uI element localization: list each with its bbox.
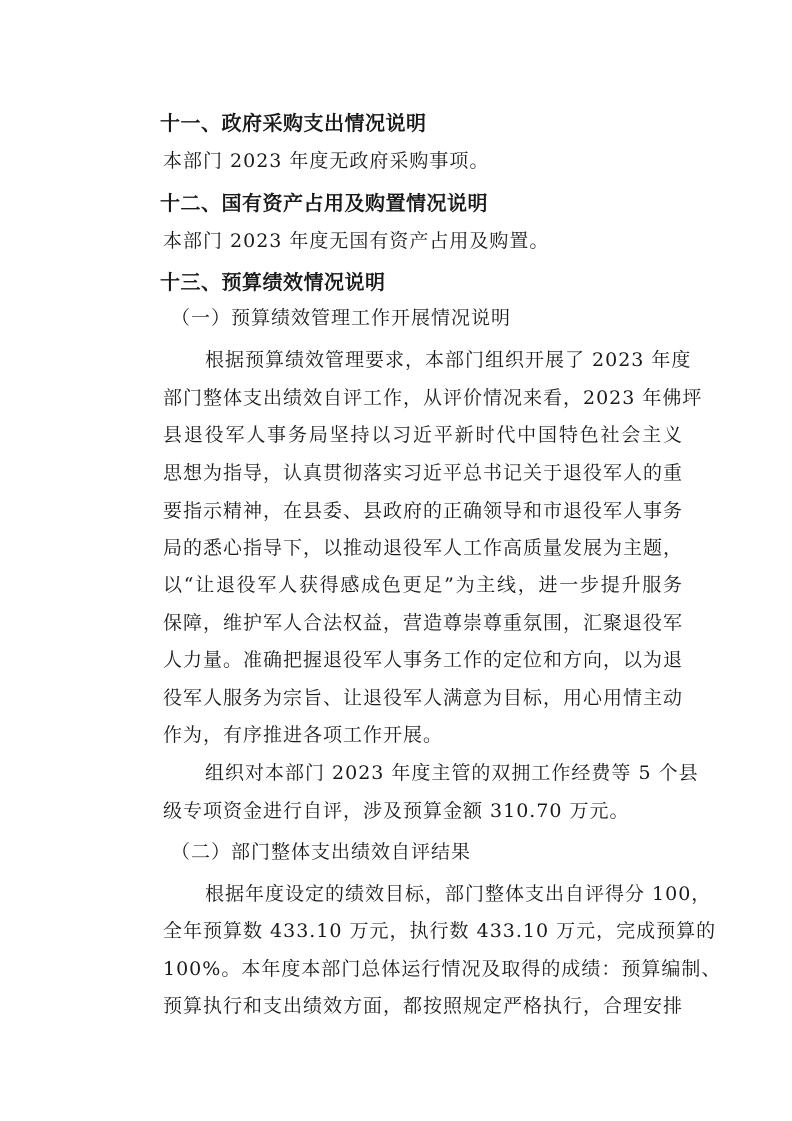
section-heading-12: 十二、国有资产占用及购置情况说明 bbox=[160, 191, 488, 215]
paragraph-line: 组织对本部门 2023 年度主管的双拥工作经费等 5 个县 bbox=[205, 762, 699, 784]
paragraph-line: 部门整体支出绩效自评工作，从评价情况来看，2023 年佛坪 bbox=[163, 387, 703, 409]
paragraph-line: 全年预算数 433.10 万元，执行数 433.10 万元，完成预算的 bbox=[163, 920, 717, 942]
paragraph-line: 根据年度设定的绩效目标，部门整体支出自评得分 100， bbox=[205, 883, 712, 905]
subsection-title-2: （二）部门整体支出绩效自评结果 bbox=[171, 841, 472, 863]
section-heading-13: 十三、预算绩效情况说明 bbox=[160, 270, 386, 294]
paragraph-line: 作为，有序推进各项工作开展。 bbox=[163, 724, 444, 746]
paragraph-line: 保障，维护军人合法权益，营造尊崇尊重氛围，汇聚退役军 bbox=[163, 612, 684, 634]
paragraph-line: 以“让退役军人获得感成色更足”为主线，进一步提升服务 bbox=[163, 574, 683, 596]
section-heading-11: 十一、政府采购支出情况说明 bbox=[160, 111, 427, 135]
subsection-title-1: （一）预算绩效管理工作开展情况说明 bbox=[171, 307, 512, 329]
paragraph-line: 思想为指导，认真贯彻落实习近平总书记关于退役军人的重 bbox=[163, 462, 684, 484]
paragraph-line: 要指示精神，在县委、县政府的正确领导和市退役军人事务 bbox=[163, 500, 684, 522]
section-body-11: 本部门 2023 年度无政府采购事项。 bbox=[163, 150, 490, 172]
paragraph-line: 100%。本年度本部门总体运行情况及取得的成绩：预算编制、 bbox=[163, 958, 722, 980]
paragraph-line: 级专项资金进行自评，涉及预算金额 310.70 万元。 bbox=[163, 800, 630, 822]
paragraph-line: 人力量。准确把握退役军人事务工作的定位和方向，以为退 bbox=[163, 649, 684, 671]
section-body-12: 本部门 2023 年度无国有资产占用及购置。 bbox=[163, 230, 550, 252]
paragraph-line: 县退役军人事务局坚持以习近平新时代中国特色社会主义 bbox=[163, 424, 683, 446]
paragraph-line: 预算执行和支出绩效方面，都按照规定严格执行，合理安排 bbox=[163, 995, 684, 1017]
paragraph-line: 根据预算绩效管理要求，本部门组织开展了 2023 年度 bbox=[205, 349, 692, 371]
paragraph-line: 局的悉心指导下，以推动退役军人工作高质量发展为主题， bbox=[163, 537, 684, 559]
paragraph-line: 役军人服务为宗旨、让退役军人满意为目标，用心用情主动 bbox=[163, 687, 684, 709]
